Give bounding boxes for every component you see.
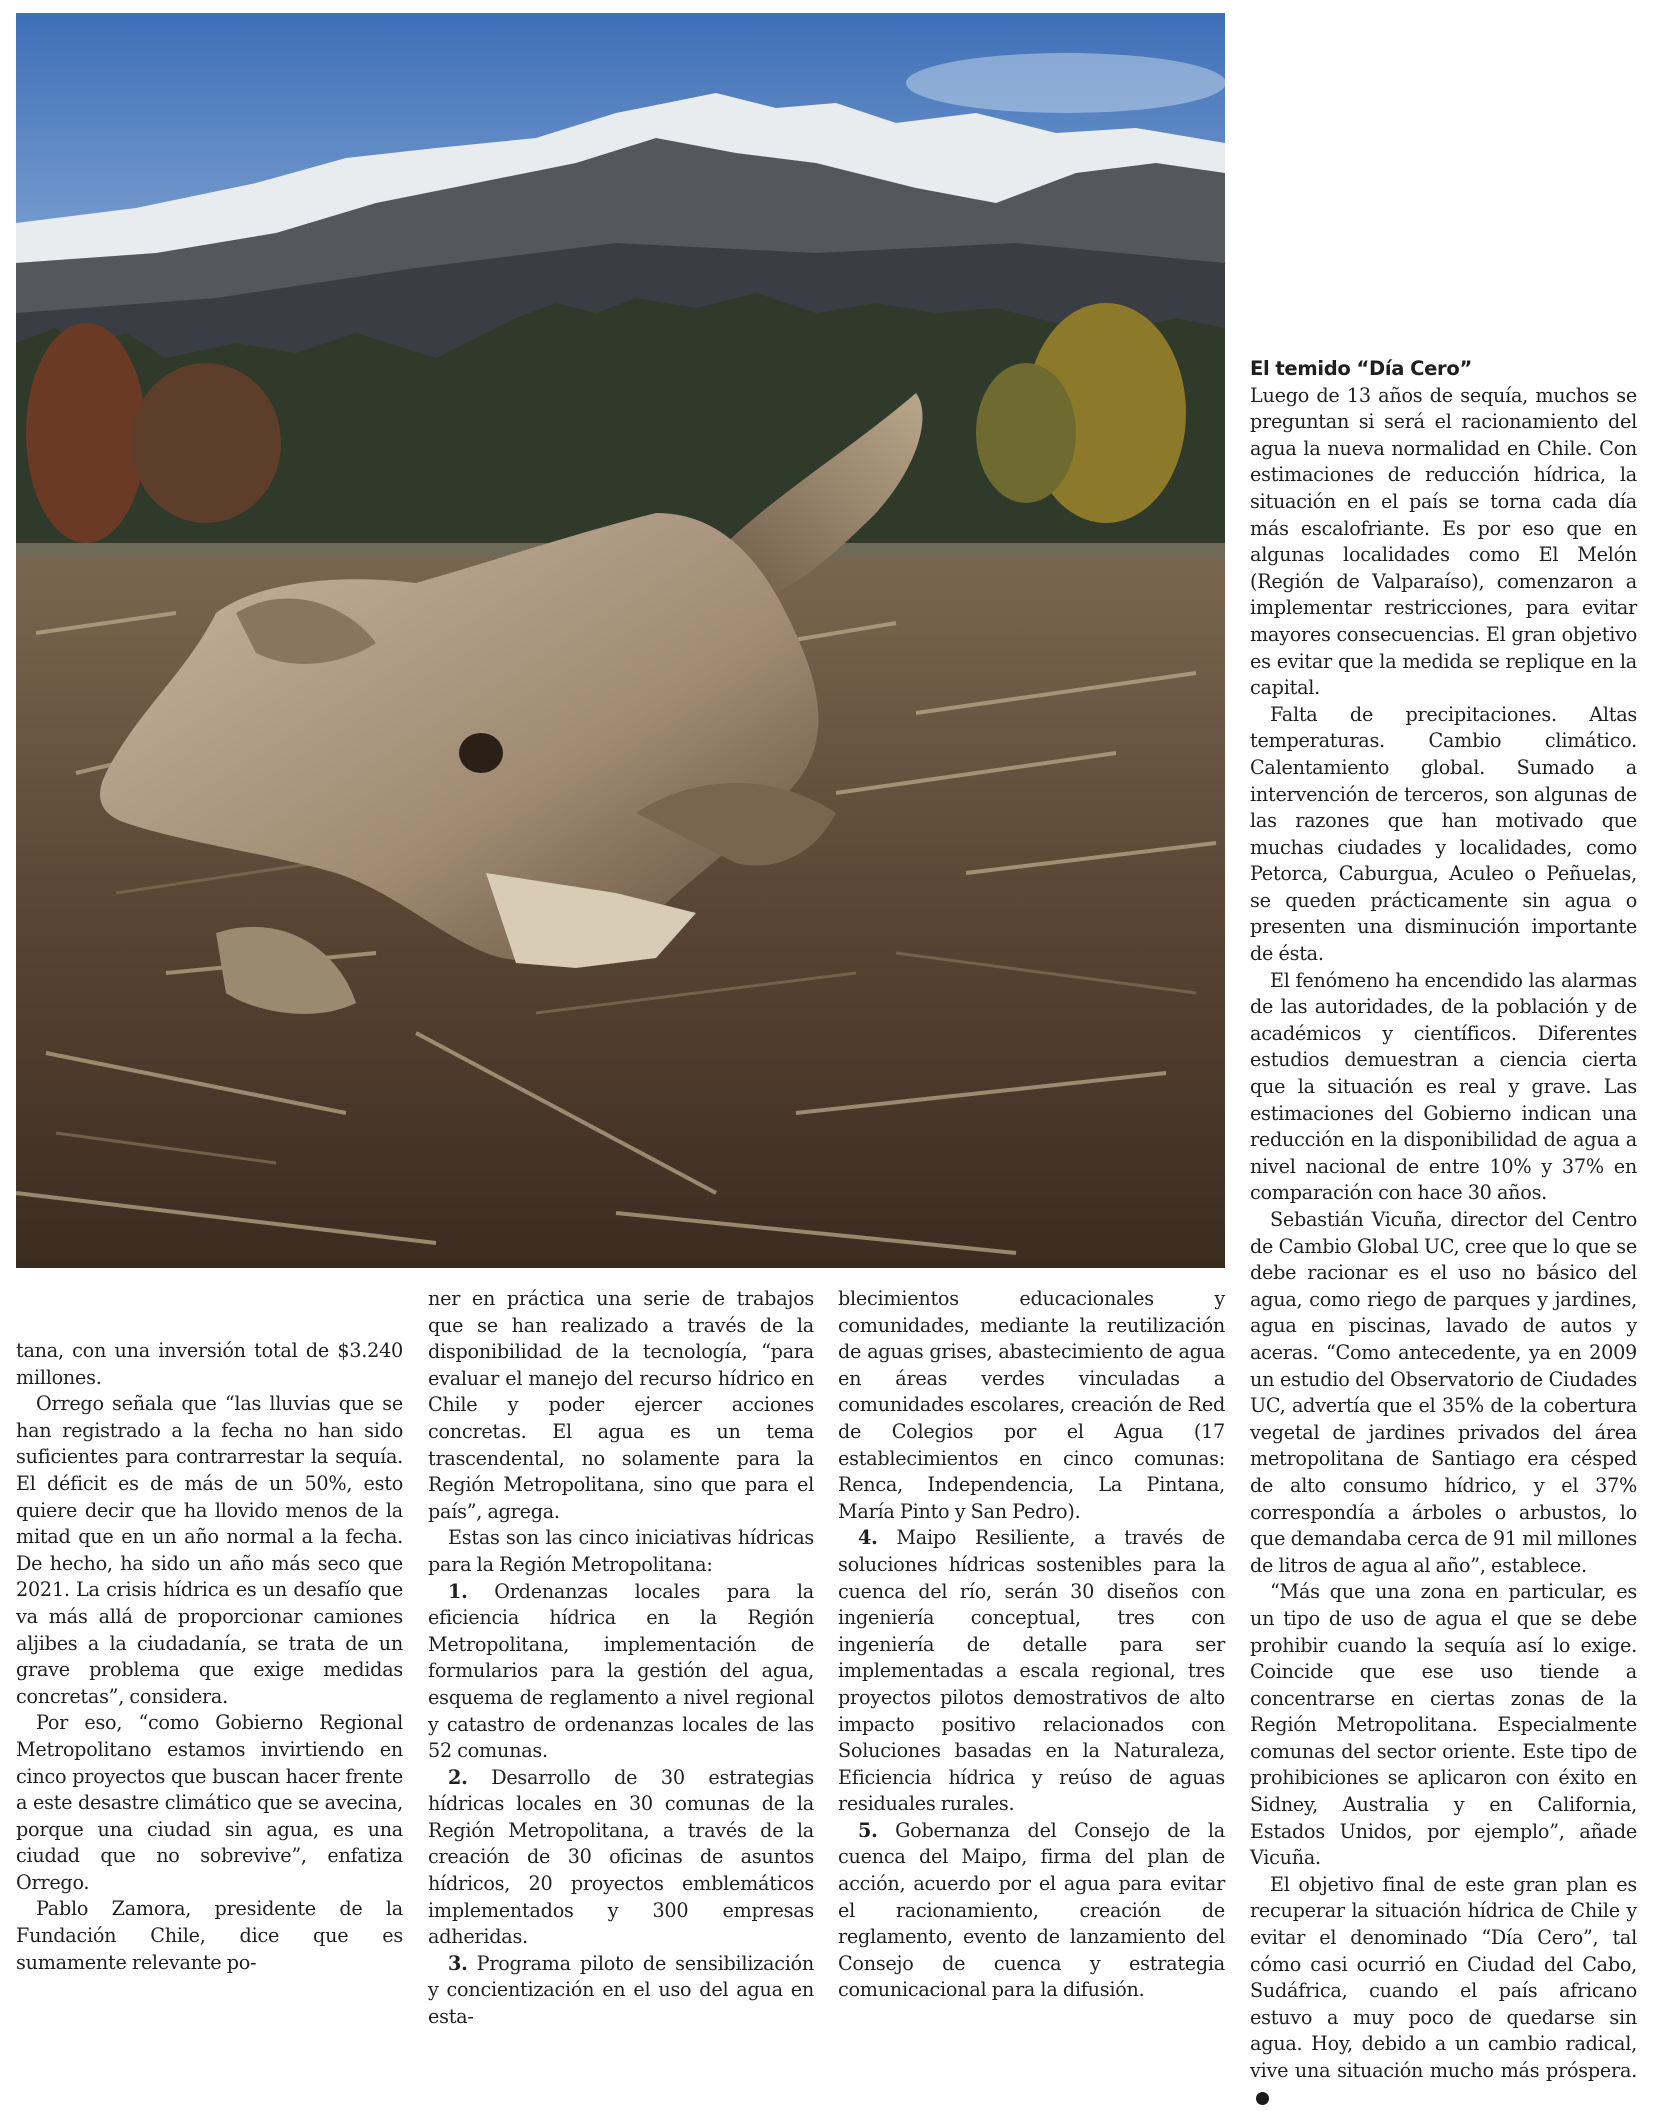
paragraph: Falta de precipitaciones. Altas temperaturas. Cambio climático. Calentamiento global. Sumado a intervención de terceros, son algunas de las razones que han motivado que muchas ciudades y localidades, como Petorca, Caburgua, Aculeo o Peñuelas, se queden prácticamente sin agua o presenten una disminución importante de ésta. [1250, 702, 1637, 966]
paragraph: “Más que una zona en particular, es un tipo de uso de agua el que se debe prohibir cuando la sequía así lo exige. Coincide que ese uso tiende a concentrarse en ciertas zonas de la Región Metropolitana. Especialmente comunas del sector oriente. Este tipo de prohibiciones se aplicaron con éxito en Sidney, Australia y en California, Estados Unidos, por ejemplo”, añade Vicuña. [1250, 1580, 1637, 1870]
paragraph: ner en práctica una serie de trabajos que se han realizado a través de la disponibilidad de la tecnología, “para evaluar el manejo del recurso hídrico en Chile y poder ejercer acciones concretas. El agua es un tema trascendental, no solamente para la Región Metropolitana, sino que para el país”, agrega. [428, 1287, 814, 1523]
article-column-4 [1250, 356, 1637, 2111]
item-text: Ordenanzas locales para la eficiencia hídrica en la Región Metropolitana, implementación de formularios para la gestión del agua, esquema de reglamento a nivel regional y catastro de ordenanzas locales de las 52 comunas. [428, 1579, 814, 1763]
paragraph: Orrego señala que “las lluvias que se han registrado a la fecha no han sido suficientes para contrarrestar la sequía. El déficit es de más de un 50%, esto quiere decir que ha llovido menos de la mitad que en un año normal a la fecha. De hecho, ha sido un año más seco que 2021. La crisis hídrica es un desafío que va más allá de proporcionar camiones aljibes a la ciudadanía, se trata de un grave problema que exige medidas concretas”, considera. [16, 1392, 403, 1708]
paragraph: blecimientos educacionales y comunidades, mediante la reutilización de aguas grises, abastecimiento de agua en áreas verdes vinculadas a comunidades escolares, creación de Red de Colegios por el Agua (17 establecimientos en cinco comunas: Renca, Independencia, La Pintana, María Pinto y San Pedro). [838, 1287, 1225, 1523]
initiative-item-5 [838, 1818, 1225, 2004]
article-column-3 [838, 1286, 1225, 2004]
initiative-item-4 [838, 1525, 1225, 1818]
paragraph [1250, 1872, 1637, 2111]
paragraph: Estas son las cinco iniciativas hídricas para la Región Metropolitana: [428, 1526, 814, 1576]
item-number: 2. [448, 1765, 468, 1789]
paragraph: Luego de 13 años de sequía, muchos se preguntan si será el racionamiento del agua la nueva normalidad en Chile. Con estimaciones de reducción hídrica, la situación en el país se torna cada día más escalofriante. Es por eso que en algunas localidades como El Melón (Región de Valparaíso), comenzaron a implementar restricciones, para evitar mayores consecuencias. El gran objetivo es evitar que la medida se replique en la capital. [1250, 383, 1637, 700]
item-number: 3. [448, 1951, 468, 1975]
bull-skull-photo [16, 13, 1225, 1268]
paragraph: Sebastián Vicuña, director del Centro de Cambio Global UC, cree que lo que se debe racionar es el uso no básico del agua, como riego de parques y jardines, agua en piscinas, lavado de autos y aceras. “Como antecedente, ya en 2009 un estudio del Observatorio de Ciudades UC, advertía que el 35% de la cobertura vegetal de jardines privados del área metropolitana de Santiago era césped de alto consumo hídrico, y el 37% correspondía a árboles o arbustos, lo que demandaba cerca de 91 mil millones de litros de agua al año”, establece. [1250, 1208, 1637, 1577]
end-of-article-icon [1256, 2092, 1269, 2105]
section-heading: El temido “Día Cero” [1250, 357, 1472, 380]
paragraph: Pablo Zamora, presidente de la Fundación Chile, dice que es sumamente relevante po- [16, 1897, 403, 1974]
item-text: Gobernanza del Consejo de la cuenca del Maipo, firma del plan de acción, acuerdo por el agua para evitar el racionamiento, creación de reglamento, evento de lanzamiento del Consejo de cuenca y estrategia comunicacional para la difusión. [838, 1818, 1225, 2002]
article-column-1 [16, 1338, 403, 1976]
article-photo [16, 13, 1225, 1268]
item-number: 4. [858, 1526, 878, 1550]
final-paragraph-text: El objetivo final de este gran plan es recuperar la situación hídrica de Chile y evitar el denominado “Día Cero”, tal cómo casi ocurrió en Ciudad del Cabo, Sudáfrica, cuando el país africano estuvo a muy poco de quedarse sin agua. Hoy, debido a un cambio radical, vive una situación mucho más próspera. [1250, 1872, 1637, 2082]
item-number: 5. [858, 1818, 878, 1842]
article-column-2 [428, 1286, 814, 2031]
item-text: Desarrollo de 30 estrategias hídricas locales en 30 comunas de la Región Metropolitana, a través de la creación de 30 oficinas de asuntos hídricos, 20 proyectos emblemáticos implementados y 300 empresas adheridas. [428, 1765, 814, 1949]
paragraph: tana, con una inversión total de $3.240 millones. [16, 1339, 403, 1389]
initiative-item-1 [428, 1579, 814, 1765]
item-text: Programa piloto de sensibilización y concientización en el uso del agua en esta- [428, 1951, 814, 2029]
paragraph: Por eso, “como Gobierno Regional Metropolitano estamos invirtiendo en cinco proyectos que buscan hacer frente a este desastre climático que se avecina, porque una ciudad sin agua, es una ciudad que no sobrevive”, enfatiza Orrego. [16, 1711, 403, 1894]
initiative-item-2 [428, 1765, 814, 1951]
item-text: Maipo Resiliente, a través de soluciones hídricas sostenibles para la cuenca del río, serán 30 diseños con ingeniería conceptual, tres con ingeniería de detalle para ser implementadas a escala regional, tres proyectos pilotos demostrativos de alto impacto positivo relacionados con Soluciones basadas en la Naturaleza, Eficiencia hídrica y reúso de aguas residuales rurales. [838, 1526, 1225, 1816]
paragraph: El fenómeno ha encendido las alarmas de las autoridades, de la población y de académicos y científicos. Diferentes estudios demuestran a ciencia cierta que la situación es real y grave. Las estimaciones del Gobierno indican una reducción en la disponibilidad de agua a nivel nacional de entre 10% y 37% en comparación con hace 30 años. [1250, 968, 1637, 1205]
initiative-item-3 [428, 1951, 814, 2031]
item-number: 1. [448, 1579, 468, 1603]
